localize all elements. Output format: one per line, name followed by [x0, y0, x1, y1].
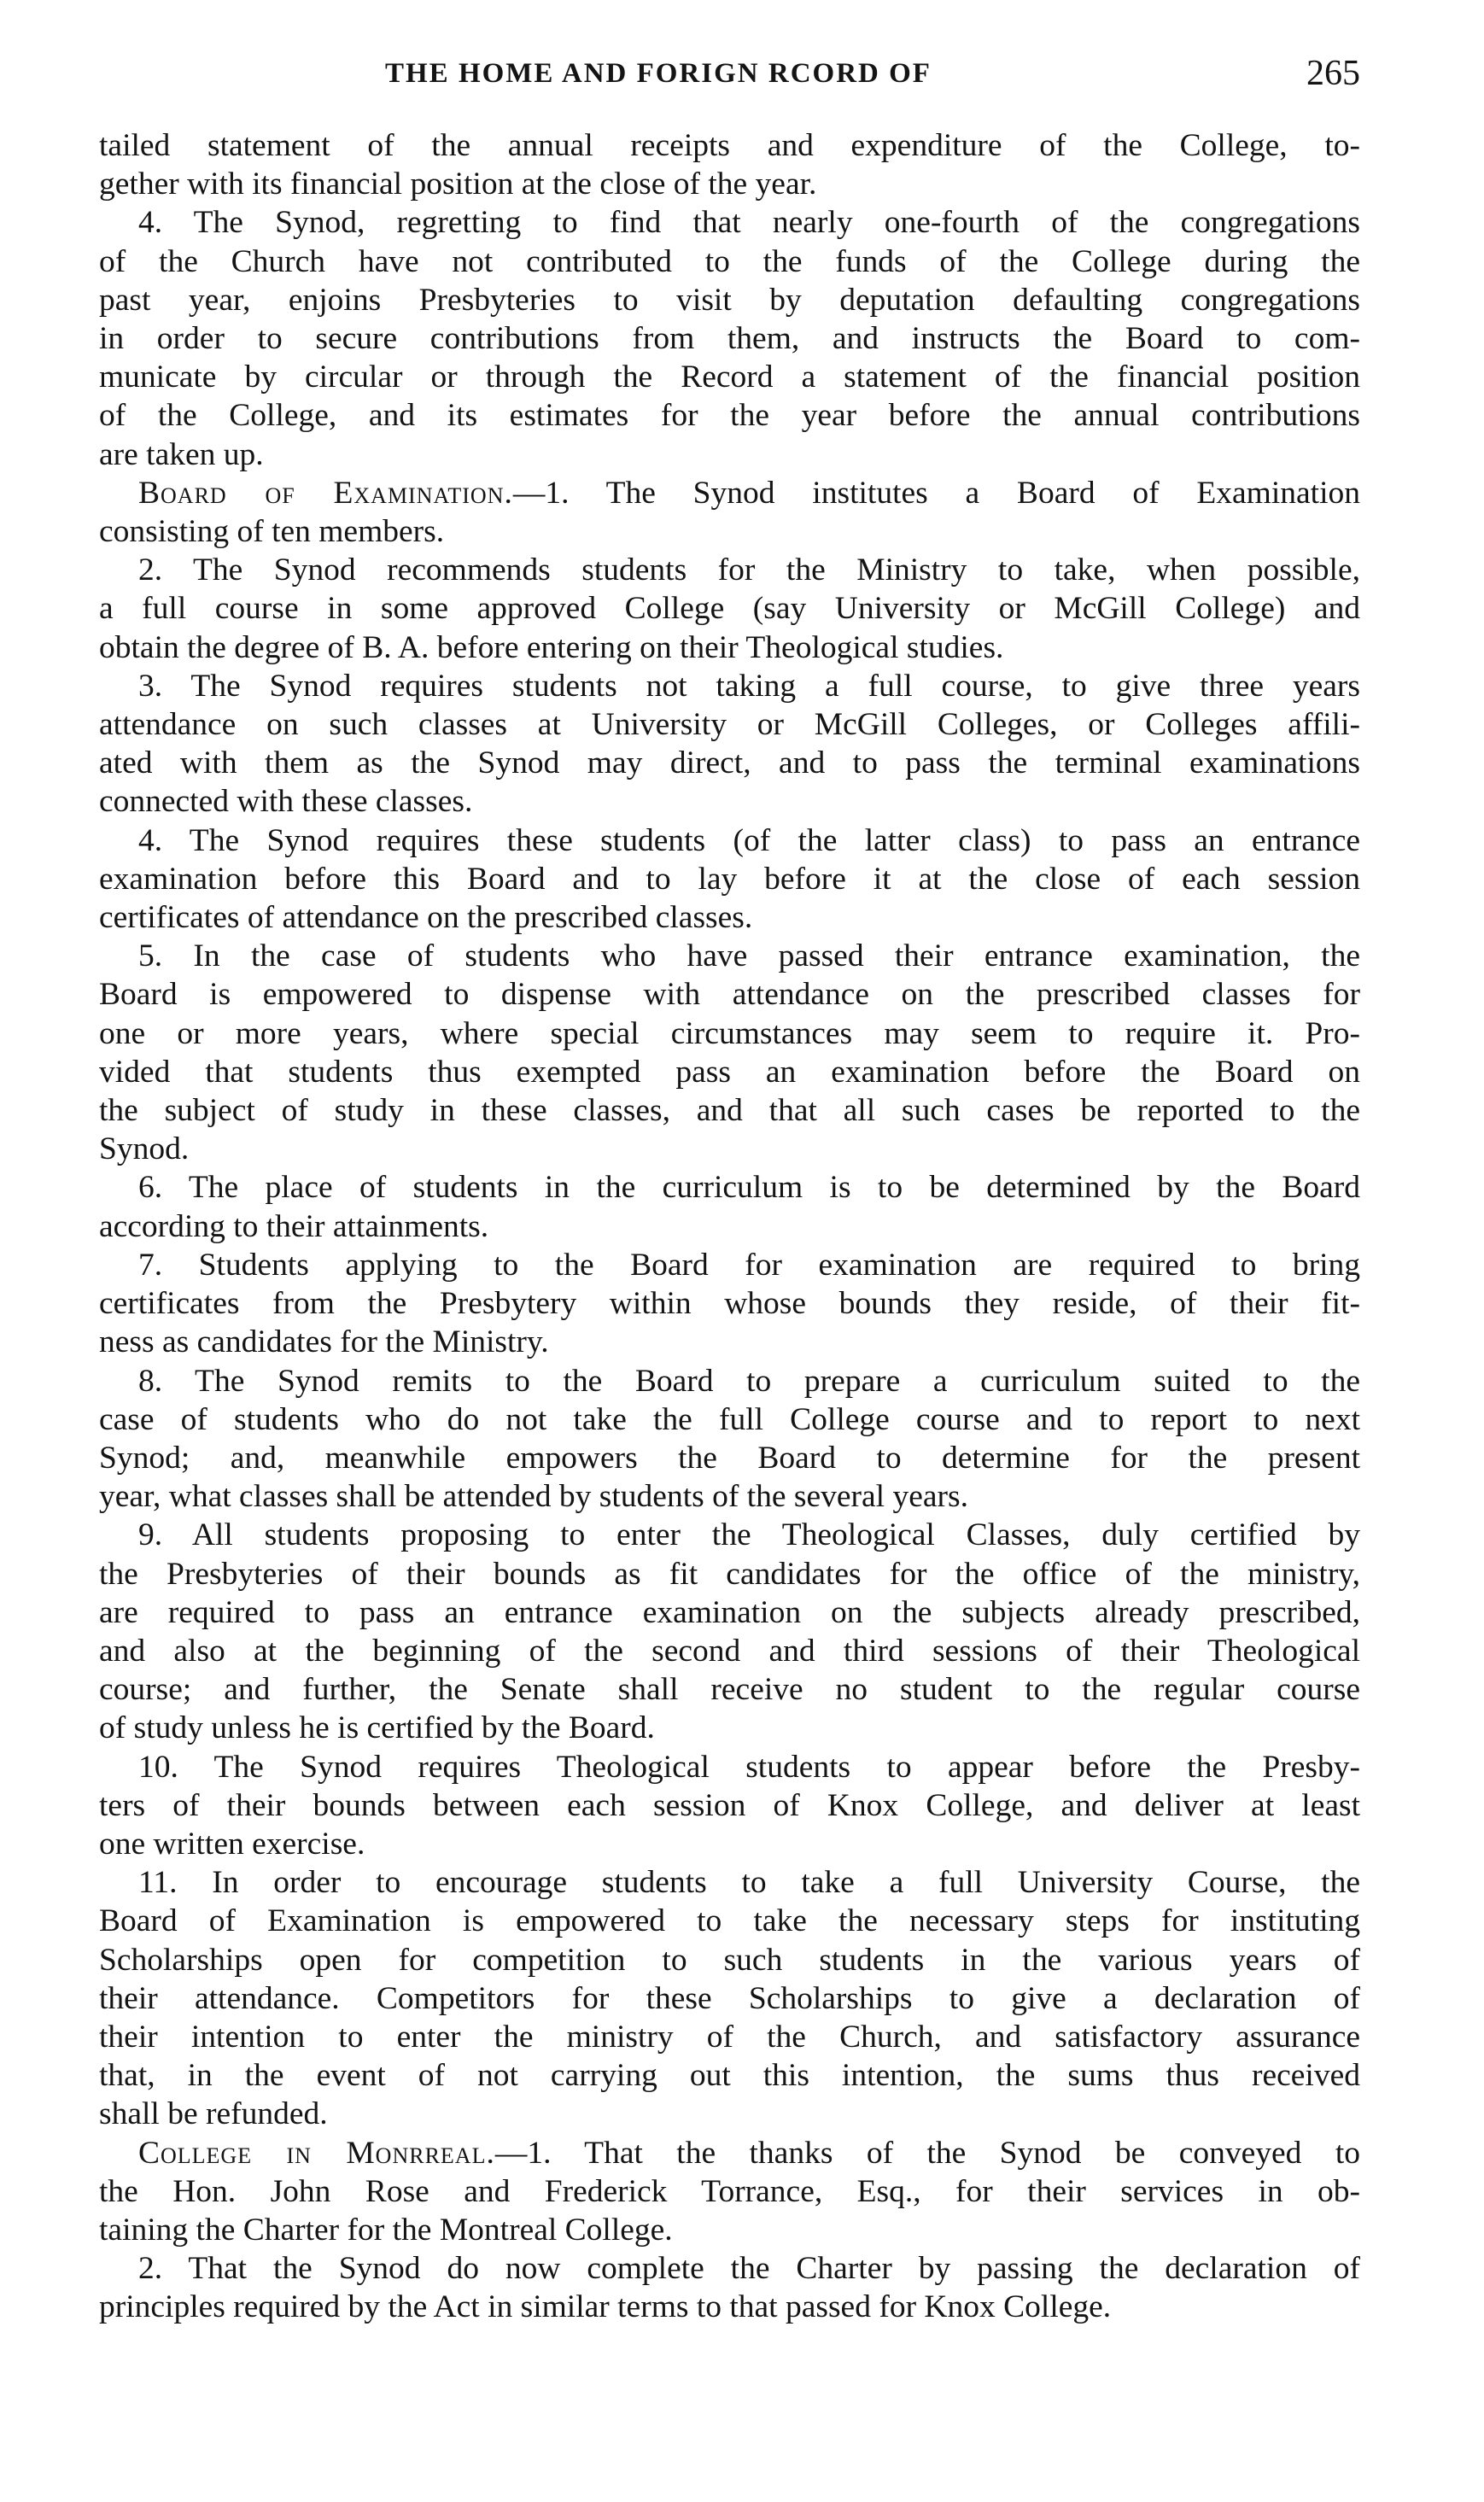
text-line: of the Church have not contributed to the funds of the College during the: [99, 243, 1360, 279]
text-line: attendance on such classes at University or McGill Colleges, or Colleges affili-: [99, 707, 1360, 743]
text-line: 9. All students proposing to enter the Theological Classes, duly certified by: [138, 1517, 1360, 1553]
text-line: 10. The Synod requires Theological students to appear before the Presby-: [138, 1749, 1360, 1785]
text-line: 2. The Synod recommends students for the Ministry to take, when possible,: [138, 552, 1360, 588]
text-line: their intention to enter the ministry of the Church, and satisfactory assurance: [99, 2019, 1360, 2055]
text-line: municate by circular or through the Record a statement of the financial position: [99, 360, 1360, 395]
text-line: 3. The Synod requires students not taking a full course, to give three years: [138, 668, 1360, 704]
text-line: vided that students thus exempted pass an examination before the Board on: [99, 1054, 1360, 1090]
text-line: 6. The place of students in the curriculum is to be determined by the Board: [138, 1170, 1360, 1206]
text-line: 11. In order to encourage students to take a full University Course, the: [138, 1865, 1360, 1901]
text-line: 5. In the case of students who have passed their entrance examination, the: [138, 938, 1360, 974]
text-line: shall be refunded.: [99, 2096, 328, 2132]
text-line: case of students who do not take the full College course and to report to next: [99, 1401, 1360, 1437]
section-heading-college-in-montreal: College in Monrreal.: [138, 2135, 495, 2171]
text-line: are required to pass an entrance examination on the subjects already prescribed,: [99, 1594, 1360, 1630]
text-line: 4. The Synod requires these students (of the latter class) to pass an entrance: [138, 822, 1360, 858]
text-line: one or more years, where special circumstances may seem to require it. Pro-: [99, 1015, 1360, 1051]
text-line: [99, 474, 1360, 512]
text-line: their attendance. Competitors for these Scholarships to give a declaration of: [99, 1980, 1360, 2016]
text-line: gether with its financial position at the close of the year.: [99, 167, 817, 202]
document-body: [99, 126, 1360, 2327]
text-line: ters of their bounds between each session of Knox College, and deliver at least: [99, 1787, 1360, 1823]
text-line: the Presbyteries of their bounds as fit candidates for the office of the ministry,: [99, 1556, 1360, 1592]
text-line-content: —1. The Synod institutes a Board of Examination: [512, 475, 1360, 511]
text-line: obtain the degree of B. A. before entering on their Theological studies.: [99, 629, 1004, 665]
text-line: 8. The Synod remits to the Board to prepare a curriculum suited to the: [138, 1363, 1360, 1399]
page-header: [99, 55, 1360, 126]
text-line: the Hon. John Rose and Frederick Torrance, Esq., for their services in ob-: [99, 2173, 1360, 2209]
text-line: past year, enjoins Presbyteries to visit by deputation defaulting congregations: [99, 282, 1360, 318]
section-heading-board-of-examination: Board of Examination.: [138, 475, 513, 511]
text-line: course; and further, the Senate shall receive no student to the regular course: [99, 1672, 1360, 1708]
text-line: connected with these classes.: [99, 784, 473, 820]
text-line: of the College, and its estimates for the year before the annual contributions: [99, 398, 1360, 434]
text-line: and also at the beginning of the second and third sessions of their Theological: [99, 1633, 1360, 1669]
text-line: [99, 2134, 1360, 2172]
text-line: principles required by the Act in similar terms to that passed for Knox College.: [99, 2289, 1112, 2325]
text-line: 2. That the Synod do now complete the Charter by passing the declaration of: [138, 2251, 1360, 2287]
text-line: Synod.: [99, 1131, 190, 1167]
text-line: are taken up.: [99, 436, 264, 472]
text-line: consisting of ten members.: [99, 514, 445, 550]
text-line: Board of Examination is empowered to take the necessary steps for instituting: [99, 1903, 1360, 1939]
text-line: one written exercise.: [99, 1826, 365, 1862]
text-line: 7. Students applying to the Board for examination are required to bring: [138, 1247, 1360, 1283]
text-line: certificates from the Presbytery within whose bounds they reside, of their fit-: [99, 1286, 1360, 1322]
text-line: the subject of study in these classes, and that all such cases be reported to the: [99, 1093, 1360, 1129]
text-line: a full course in some approved College (say University or McGill College) and: [99, 591, 1360, 627]
text-line: according to their attainments.: [99, 1208, 489, 1244]
text-line: in order to secure contributions from them, and instructs the Board to com-: [99, 321, 1360, 357]
text-line: tailed statement of the annual receipts and expenditure of the College, to-: [99, 128, 1360, 163]
text-line: that, in the event of not carrying out this intention, the sums thus received: [99, 2058, 1360, 2094]
text-line: certificates of attendance on the prescribed classes.: [99, 900, 753, 936]
text-line: 4. The Synod, regretting to find that nearly one-fourth of the congregations: [138, 205, 1360, 241]
text-line: Scholarships open for competition to such students in the various years of: [99, 1942, 1360, 1978]
running-head: THE HOME AND FORIGN RCORD OF: [385, 58, 932, 89]
text-line: Synod; and, meanwhile empowers the Board to determine for the present: [99, 1440, 1360, 1476]
text-line: Board is empowered to dispense with attendance on the prescribed classes for: [99, 977, 1360, 1013]
text-line: taining the Charter for the Montreal College.: [99, 2212, 673, 2248]
page-number: 265: [1306, 54, 1360, 93]
text-line: ness as candidates for the Ministry.: [99, 1324, 549, 1360]
text-line: examination before this Board and to lay before it at the close of each session: [99, 861, 1360, 897]
text-line-content: —1. That the thanks of the Synod be conveyed to: [494, 2135, 1360, 2171]
text-line: year, what classes shall be attended by students of the several years.: [99, 1479, 968, 1515]
text-line: of study unless he is certified by the Board.: [99, 1710, 655, 1746]
text-line: ated with them as the Synod may direct, and to pass the terminal examinations: [99, 745, 1360, 781]
